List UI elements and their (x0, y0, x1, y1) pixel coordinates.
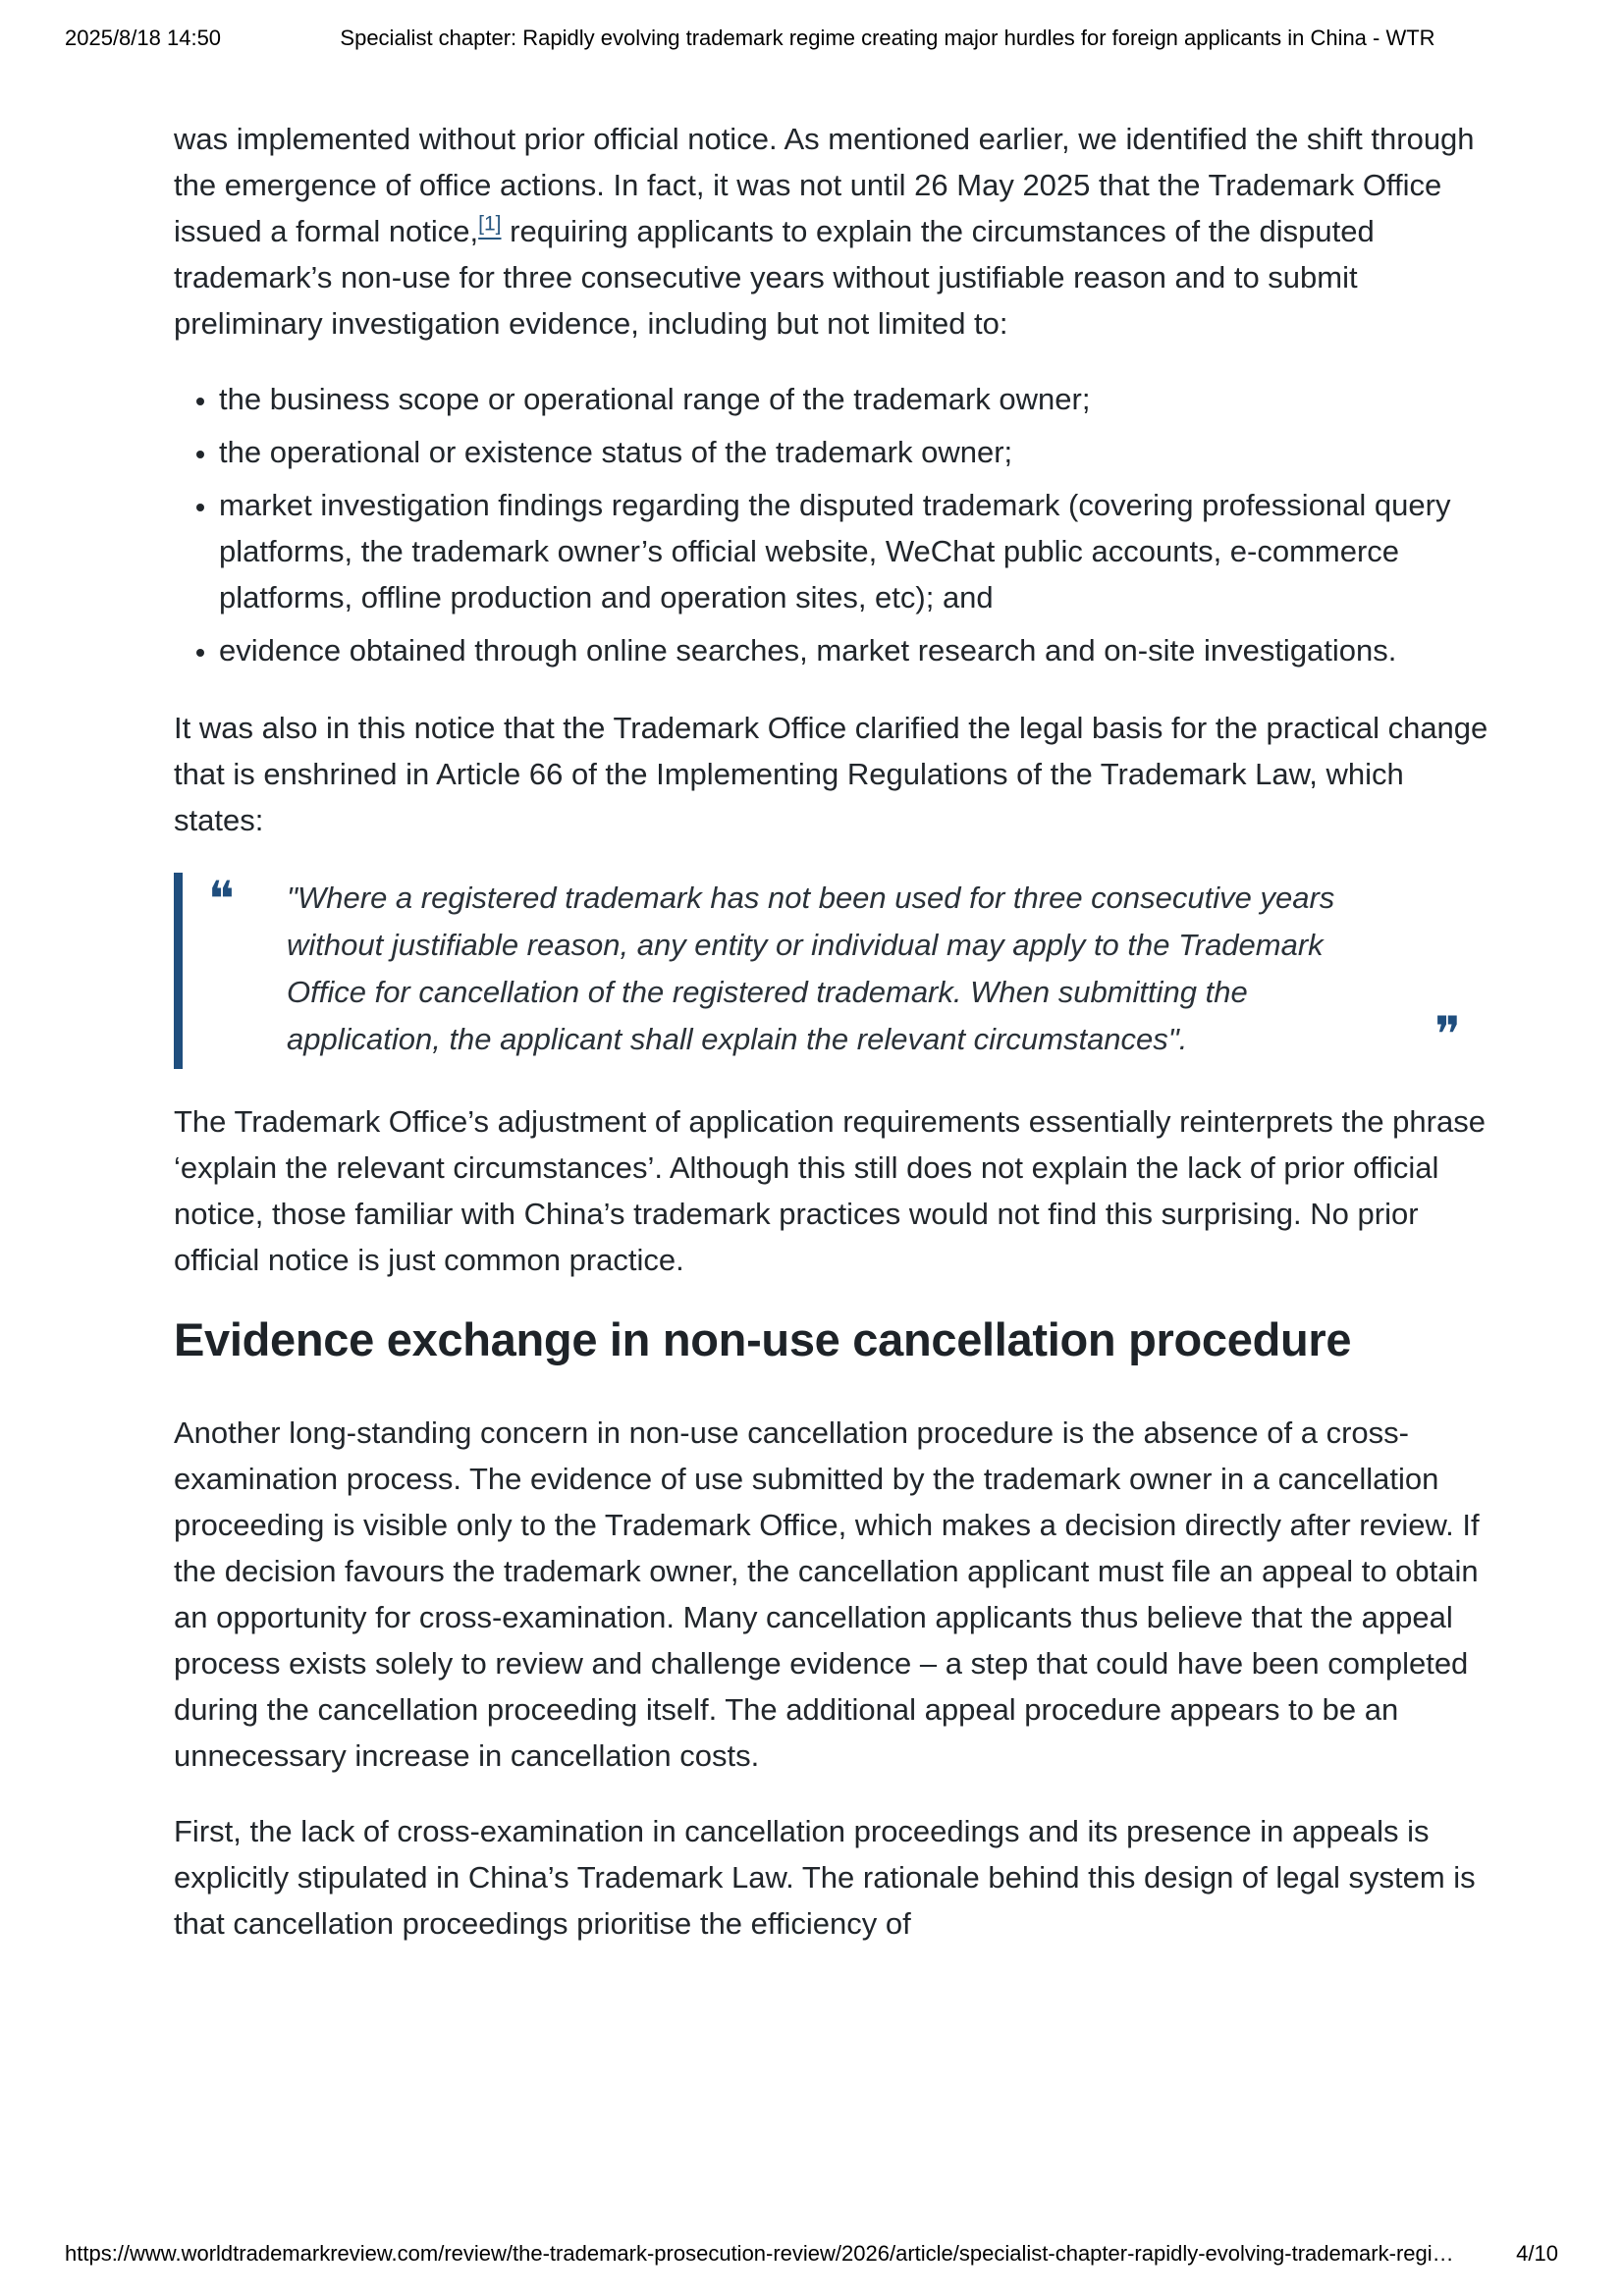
article-content (174, 116, 1490, 1976)
close-quote-icon: ❞ (1434, 1006, 1461, 1063)
print-header (65, 26, 1558, 55)
paragraph-first-point: First, the lack of cross-examination in cancellation proceedings and its presence in appeals is explicitly stipulated in China’s Trademark Law. The rationale behind this design of legal system is that cancellation proceedings prioritise the efficiency of (174, 1814, 1476, 1941)
paragraph-reinterpretation: The Trademark Office’s adjustment of application requirements essentially reinterprets the phrase ‘explain the relevant circumstances’. Although this still does not explain the lack of prior official notice, those familiar with China’s trademark practices would not find this surprising. No prior official notice is just common practice. (174, 1104, 1486, 1277)
document-title: Specialist chapter: Rapidly evolving trademark regime creating major hurdles for foreign applicants in China - WTR (340, 26, 1435, 50)
list-item: • the operational or existence status of the trademark owner; (219, 429, 1490, 475)
evidence-requirements-list (174, 376, 1490, 673)
paragraph-cross-examination: Another long-standing concern in non-use cancellation procedure is the absence of a cross-examination process. The evidence of use submitted by the trademark owner in a cancellation proceeding is visible only to the Trademark Office, which makes a decision directly after review. If the decision favours the trademark owner, the cancellation applicant must file an appeal to obtain an opportunity for cross-examination. Many cancellation applicants thus believe that the appeal process exists solely to review and challenge evidence – a step that could have been completed during the cancellation proceeding itself. The additional appeal procedure appears to be an unnecessary increase in cancellation costs. (174, 1415, 1480, 1773)
paragraph-legal-basis: It was also in this notice that the Trademark Office clarified the legal basis for the practical change that is enshrined in Article 66 of the Implementing Regulations of the Trademark Law, which states: (174, 711, 1488, 837)
print-footer (65, 2241, 1558, 2267)
open-quote-icon: ❝ (208, 871, 235, 928)
print-datetime: 2025/8/18 14:50 (65, 26, 222, 50)
list-item: • the business scope or operational range of the trademark owner; (219, 376, 1490, 422)
footer-url: https://www.worldtrademarkreview.com/review/the-trademark-prosecution-review/2026/article/specialist-chapter-rapidly-evolving-trademark-regi… (65, 2241, 1454, 2266)
paragraph-intro-text-before: was implemented without prior official notice. As mentioned earlier, we identified the shift through the emergence of office actions. In fact, it was not until 26 May 2025 that the Trademark Office issued a formal notice, (174, 122, 1475, 248)
paragraph-intro (174, 116, 1490, 347)
page-number: 4/10 (1516, 2241, 1558, 2266)
article-66-blockquote (174, 873, 1490, 1069)
blockquote-text: "Where a registered trademark has not been used for three consecutive years without justifiable reason, any entity or individual may apply to the Trademark Office for cancellation of the registered trademark. When submitting the application, the applicant shall explain the relevant circumstances". (287, 881, 1335, 1056)
list-item: • evidence obtained through online searches, market research and on-site investigations. (219, 627, 1490, 673)
section-heading: Evidence exchange in non-use cancellation procedure (174, 1313, 1352, 1365)
list-item: • market investigation findings regarding the disputed trademark (covering professional query platforms, the trademark owner’s official website, WeChat public accounts, e-commerce platforms, offline production and operation sites, etc); and (219, 482, 1490, 620)
paragraph-intro-text-after: requiring applicants to explain the circumstances of the disputed trademark’s non-use for three consecutive years without justifiable reason and to submit preliminary investigation evidence, including but not limited to: (174, 214, 1375, 341)
footnote-superscript (478, 213, 501, 236)
footnote-link[interactable]: [1] (478, 212, 502, 236)
